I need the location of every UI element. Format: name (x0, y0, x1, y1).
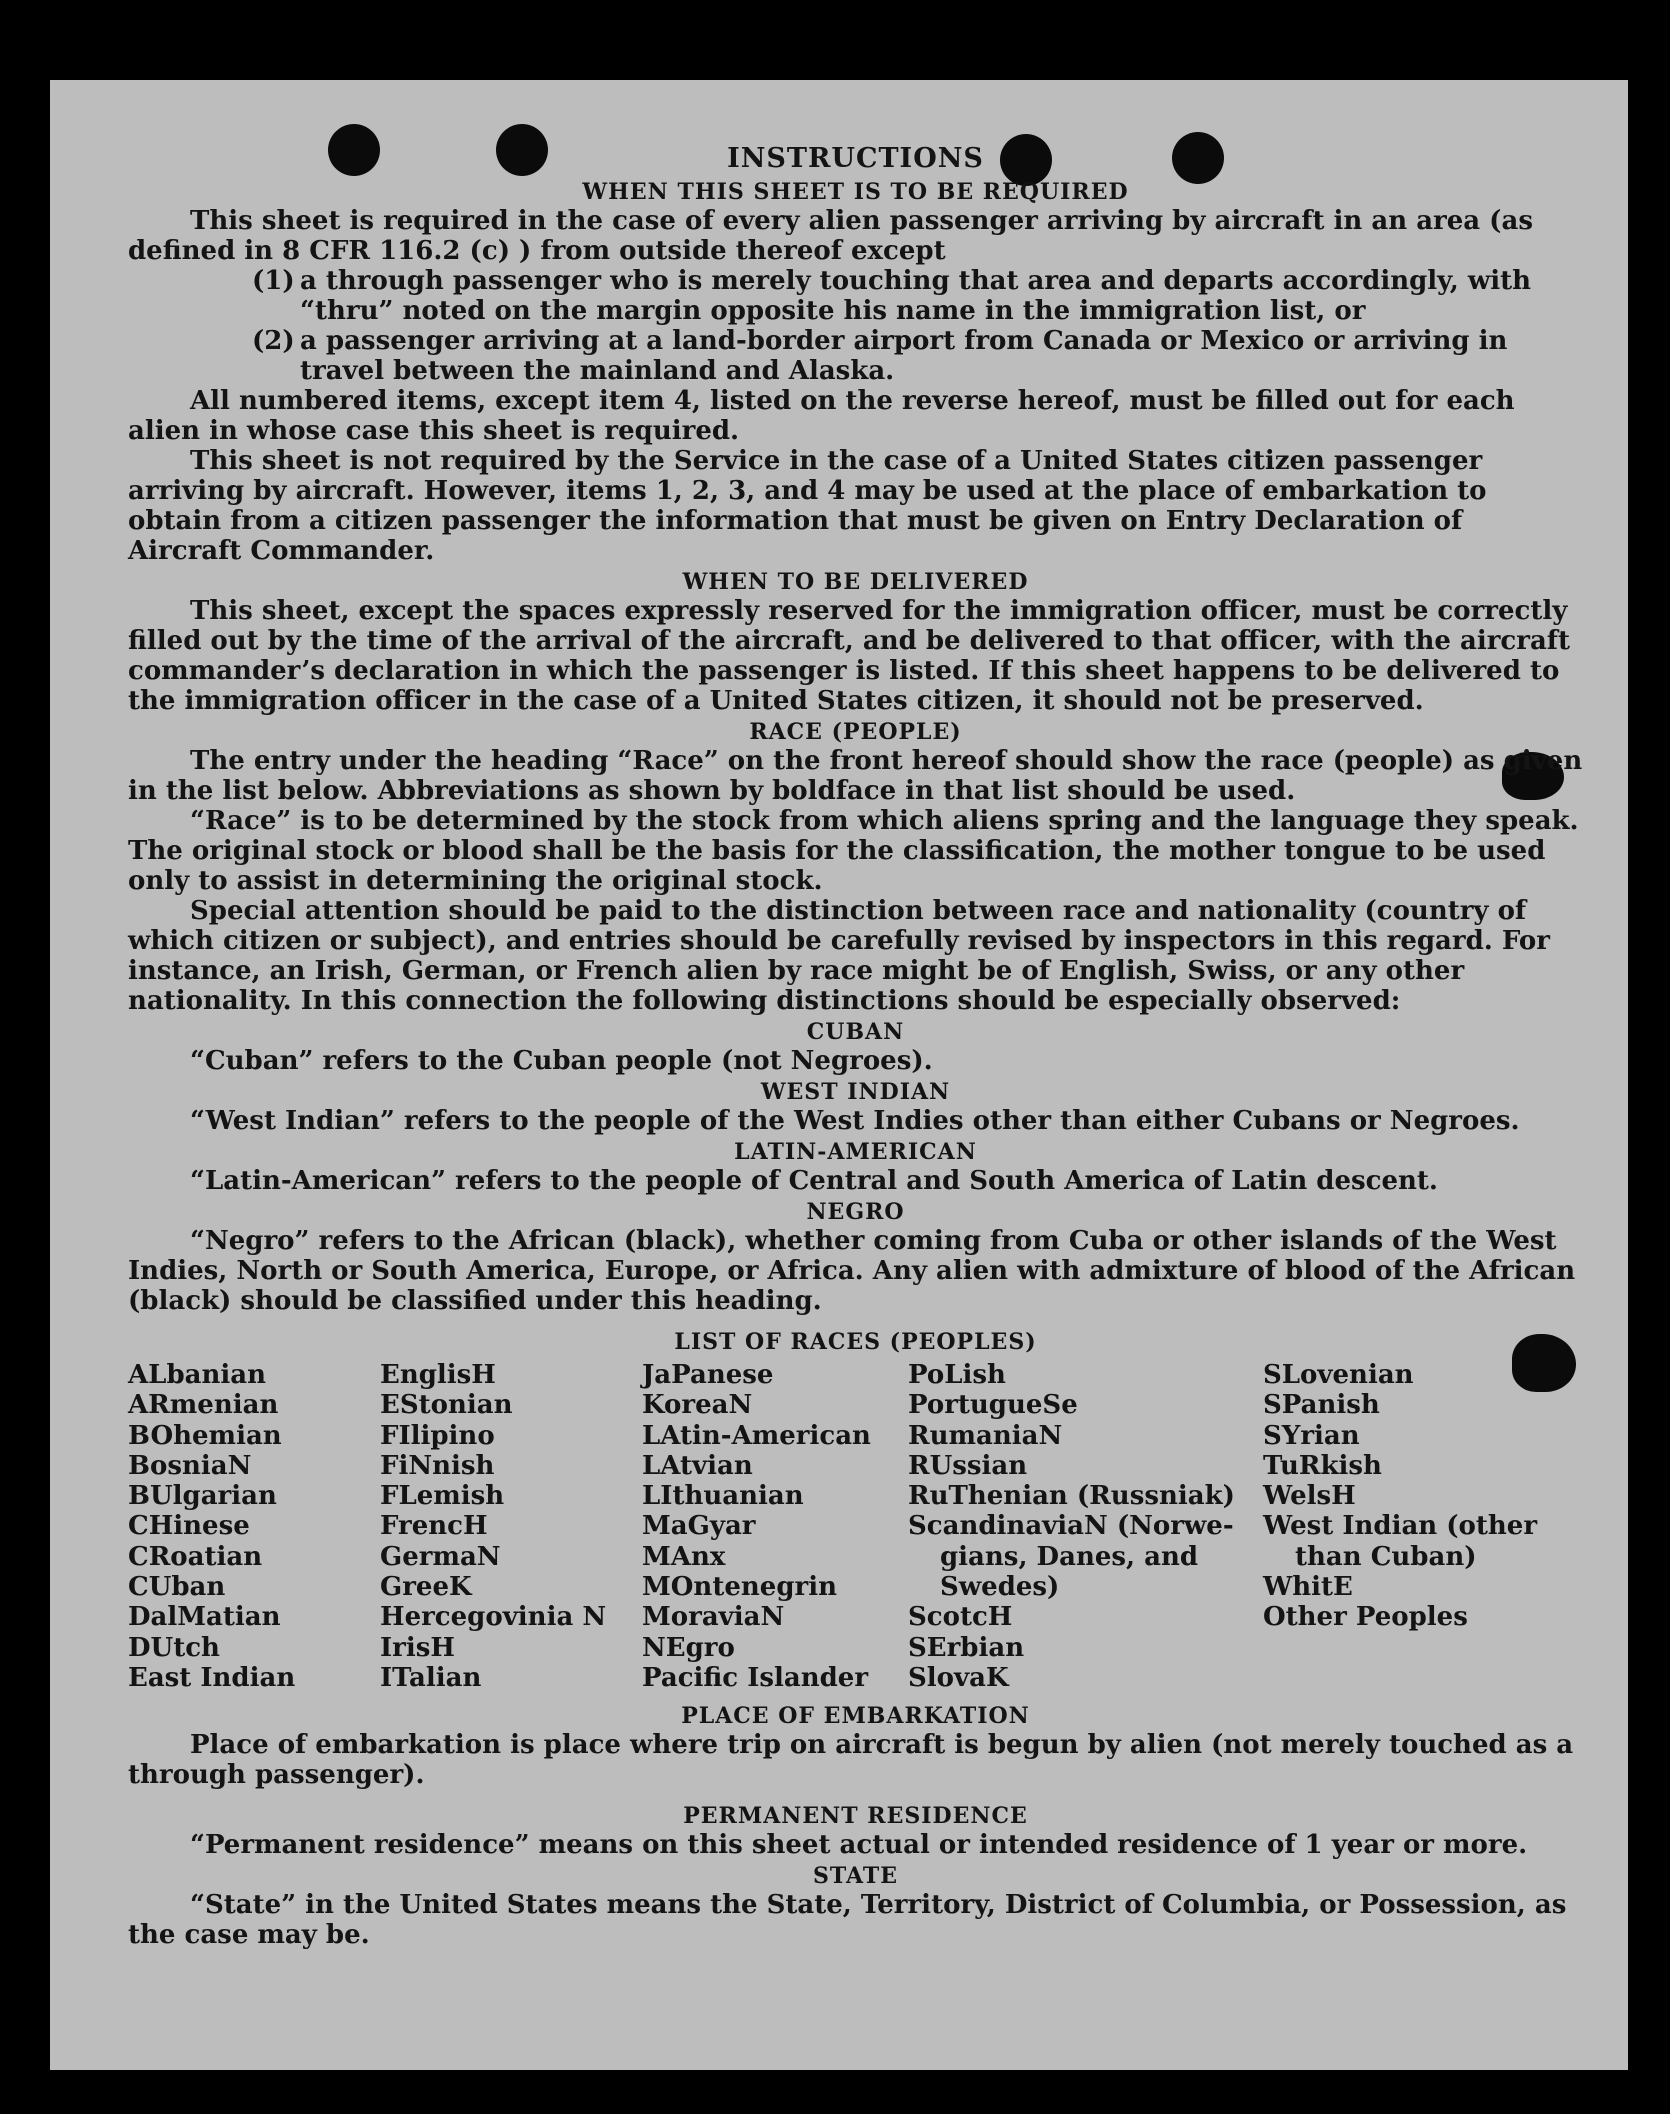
race-entry: ALbanian (128, 1360, 267, 1390)
race-entry: LIthuanian (642, 1481, 804, 1512)
race-entry: Pacific Islander (642, 1662, 869, 1693)
race-entry: GermaN (380, 1541, 501, 1572)
race-entry: CUban (128, 1572, 226, 1603)
race-entry: SErbian (908, 1632, 1025, 1663)
race-entry: MaGyar (642, 1511, 756, 1542)
races-column-1 (128, 1360, 295, 1693)
race-entry: ARmenian (128, 1390, 279, 1421)
race-entry: RumaniaN (908, 1420, 1063, 1451)
document-sheet (50, 80, 1628, 2070)
section-heading-state: STATE (812, 1863, 899, 1889)
race-entry: RUssian (908, 1450, 1028, 1481)
section-heading-when-required: WHEN THIS SHEET IS TO BE REQUIRED (582, 179, 1129, 205)
race-entry: ScandinaviaN (Norwe- (908, 1511, 1234, 1542)
race-entry: West Indian (other (1263, 1511, 1538, 1542)
race-entry: Other Peoples (1263, 1602, 1468, 1633)
section-heading-latin-american: LATIN-AMERICAN (734, 1139, 977, 1165)
race-entry-continued: Swedes) (940, 1572, 1060, 1603)
race-entry: DUtch (128, 1632, 220, 1663)
race-entry: ScotcH (908, 1602, 1013, 1633)
race-entry: EStonian (380, 1390, 513, 1421)
paragraph: “State” in the United States means the State, Territory, District of Columbia, or Possession, as the case may be. (128, 1890, 1567, 1950)
instructions-text (128, 140, 1583, 1950)
page-title: INSTRUCTIONS (727, 143, 984, 174)
race-entry: CHinese (128, 1511, 250, 1542)
paragraph: Special attention should be paid to the distinction between race and nationality (country of which citizen or subject), and entries should be carefully revised by inspectors in this regard. For instance, an Irish, German, or French alien by race might be of English, Swiss, or any other nationality. In this connection the following distinctions should be especially observed: (128, 896, 1550, 1016)
section-heading-list-of-races: LIST OF RACES (PEOPLES) (674, 1329, 1037, 1355)
section-heading-when-delivered: WHEN TO BE DELIVERED (682, 569, 1029, 595)
paragraph: “Permanent residence” means on this sheet actual or intended residence of 1 year or more. (190, 1830, 1528, 1860)
race-entry: SlovaK (908, 1662, 1009, 1693)
races-list (128, 1360, 1583, 1700)
race-entry: Hercegovinia N (380, 1602, 607, 1633)
race-entry: NEgro (642, 1632, 735, 1663)
section-heading-cuban: CUBAN (806, 1019, 905, 1045)
race-entry: MAnx (642, 1541, 726, 1572)
race-entry: FiNnish (380, 1450, 495, 1481)
section-heading-race: RACE (PEOPLE) (749, 719, 962, 745)
race-entry: SLovenian (1263, 1360, 1414, 1390)
race-entry: RuThenian (Russniak) (908, 1481, 1235, 1512)
race-entry-continued: gians, Danes, and (940, 1541, 1199, 1572)
paragraph: “Latin-American” refers to the people of Central and South America of Latin descent. (190, 1166, 1438, 1196)
paragraph: “Negro” refers to the African (black), whether coming from Cuba or other islands of the West Indies, North or South America, Europe, or Africa. Any alien with admixture of blood of the African (black) should be classified under this heading. (128, 1226, 1576, 1316)
race-entry: MOntenegrin (642, 1572, 837, 1603)
race-entry: KoreaN (642, 1390, 753, 1421)
race-entry: PoLish (908, 1360, 1006, 1390)
paragraph: Place of embarkation is place where trip on aircraft is begun by alien (not merely touched as a through passenger). (128, 1730, 1574, 1790)
race-entry: ITalian (380, 1662, 482, 1693)
list-item (128, 326, 1583, 386)
section-heading-west-indian: WEST INDIAN (760, 1079, 951, 1105)
race-entry: BosniaN (128, 1450, 252, 1481)
paragraph: “Cuban” refers to the Cuban people (not Negroes). (190, 1046, 933, 1076)
race-entry: FrencH (380, 1511, 488, 1542)
race-entry: BUlgarian (128, 1481, 277, 1512)
item-text: a passenger arriving at a land-border airport from Canada or Mexico or arriving in travel between the mainland and Alaska. (300, 326, 1508, 386)
race-entry: WhitE (1263, 1572, 1353, 1603)
race-entry-continued: than Cuban) (1295, 1541, 1477, 1572)
paragraph: “West Indian” refers to the people of the West Indies other than either Cubans or Negroes. (190, 1106, 1520, 1136)
paragraph: This sheet, except the spaces expressly reserved for the immigration officer, must be correctly filled out by the time of the arrival of the aircraft, and be delivered to that officer, with the aircraft commander’s declaration in which the passenger is listed. If this sheet happens to be delivered to the immigration officer in the case of a United States citizen, it should not be preserved. (128, 596, 1570, 716)
item-text: a through passenger who is merely touching that area and departs accordingly, with “thru” noted on the margin opposite his name in the immigration list, or (300, 266, 1532, 326)
paragraph: The entry under the heading “Race” on the front hereof should show the race (people) as given in the list below. Abbreviations as shown by boldface in that list should be used. (128, 746, 1583, 806)
race-entry: TuRkish (1263, 1450, 1382, 1481)
section-heading-place-of-embarkation: PLACE OF EMBARKATION (681, 1703, 1030, 1729)
race-entry: EnglisH (380, 1360, 496, 1390)
races-column-5 (1263, 1360, 1537, 1633)
race-entry: FLemish (380, 1481, 505, 1512)
races-column-3 (642, 1360, 871, 1693)
race-entry: BOhemian (128, 1420, 282, 1451)
paragraph: This sheet is required in the case of every alien passenger arriving by aircraft in an area (as defined in 8 CFR 116.2 (c) ) from outside thereof except (128, 206, 1533, 266)
race-entry: East Indian (128, 1662, 296, 1693)
paragraph: This sheet is not required by the Service in the case of a United States citizen passenger arriving by aircraft. However, items 1, 2, 3, and 4 may be used at the place of embarkation to obtain from a citizen passenger the information that must be given on Entry Declaration of Aircraft Commander. (128, 446, 1487, 566)
paragraph: “Race” is to be determined by the stock from which aliens spring and the language they speak. The original stock or blood shall be the basis for the classification, the mother tongue to be used only to assist in determining the original stock. (128, 806, 1579, 896)
race-entry: GreeK (380, 1572, 472, 1603)
race-entry: IrisH (380, 1632, 455, 1663)
races-column-4 (908, 1360, 1235, 1693)
races-column-2 (380, 1360, 606, 1693)
race-entry: FIlipino (380, 1420, 495, 1451)
race-entry: LAtvian (642, 1450, 753, 1481)
item-number: (2) (252, 326, 295, 356)
paragraph: All numbered items, except item 4, listed on the reverse hereof, must be filled out for each alien in whose case this sheet is required. (128, 386, 1515, 446)
race-entry: MoraviaN (642, 1602, 785, 1633)
list-item (128, 266, 1583, 326)
race-entry: CRoatian (128, 1541, 263, 1572)
race-entry: PortugueSe (908, 1390, 1078, 1421)
race-entry: WelsH (1263, 1481, 1356, 1512)
race-entry: JaPanese (642, 1360, 774, 1390)
race-entry: SYrian (1263, 1420, 1360, 1451)
item-number: (1) (252, 266, 295, 296)
race-entry: DalMatian (128, 1602, 281, 1633)
section-heading-negro: NEGRO (806, 1199, 905, 1225)
race-entry: LAtin-American (642, 1420, 871, 1451)
section-heading-permanent-residence: PERMANENT RESIDENCE (683, 1803, 1028, 1829)
race-entry: SPanish (1263, 1390, 1380, 1421)
